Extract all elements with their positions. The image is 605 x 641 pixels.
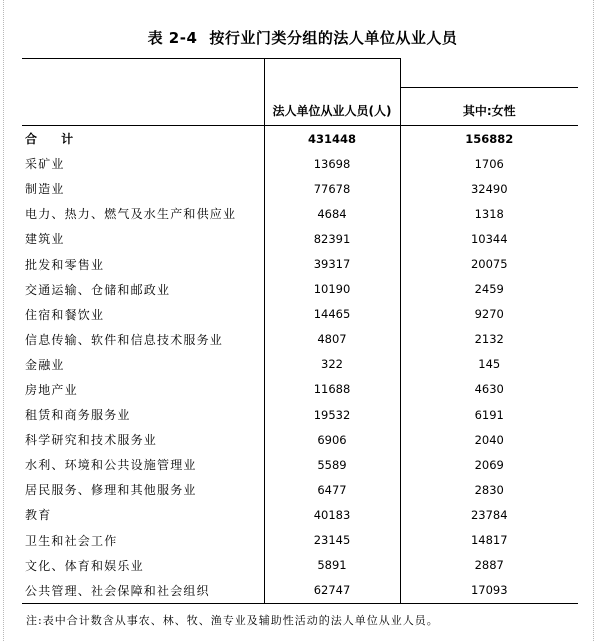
table-title-text: 按行业门类分组的法人单位从业人员	[209, 29, 458, 47]
row-employees: 5589	[264, 452, 400, 477]
table-row	[22, 377, 578, 402]
table-number: 表 2-4	[147, 29, 198, 47]
table-row	[22, 277, 578, 302]
row-employees: 11688	[264, 377, 400, 402]
row-female: 1706	[400, 151, 578, 176]
row-label: 科学研究和技术服务业	[25, 433, 158, 448]
row-label: 电力、热力、燃气及水生产和供应业	[25, 207, 237, 222]
row-female: 2132	[400, 327, 578, 352]
row-employees: 5891	[264, 553, 400, 578]
row-female: 23784	[400, 502, 578, 527]
row-employees: 13698	[264, 151, 400, 176]
row-female: 1318	[400, 201, 578, 226]
row-employees: 14465	[264, 302, 400, 327]
row-label: 教育	[25, 508, 52, 523]
row-label: 租赁和商务服务业	[25, 408, 131, 423]
row-label: 金融业	[25, 357, 65, 372]
page-margin-guide-left	[3, 0, 4, 641]
row-female: 9270	[400, 302, 578, 327]
row-female: 2887	[400, 553, 578, 578]
table-row	[22, 251, 578, 276]
row-female: 14817	[400, 528, 578, 553]
row-female: 10344	[400, 226, 578, 251]
table-row	[22, 302, 578, 327]
row-employees: 82391	[264, 226, 400, 251]
table-row	[22, 553, 578, 578]
row-label: 居民服务、修理和其他服务业	[25, 483, 197, 498]
row-employees: 4684	[264, 201, 400, 226]
row-female: 156882	[400, 126, 578, 152]
row-label: 文化、体育和娱乐业	[25, 558, 144, 573]
row-female: 2069	[400, 452, 578, 477]
row-female: 17093	[400, 578, 578, 604]
row-label: 采矿业	[25, 157, 65, 172]
row-employees: 39317	[264, 251, 400, 276]
page-margin-guide-right	[593, 0, 594, 641]
row-label: 信息传输、软件和信息技术服务业	[25, 332, 224, 347]
table-header-row	[22, 59, 578, 126]
row-employees: 322	[264, 352, 400, 377]
table-row	[22, 402, 578, 427]
row-female: 145	[400, 352, 578, 377]
row-label: 交通运输、仓储和邮政业	[25, 282, 171, 297]
header-female: 其中:女性	[400, 59, 578, 126]
table-row	[22, 151, 578, 176]
table-row	[22, 201, 578, 226]
table-row	[22, 528, 578, 553]
row-female: 20075	[400, 251, 578, 276]
row-label: 建筑业	[25, 232, 65, 247]
header-employees: 法人单位从业人员(人)	[264, 59, 400, 126]
row-label: 公共管理、社会保障和社会组织	[22, 578, 264, 604]
table-row	[22, 327, 578, 352]
row-employees: 10190	[264, 277, 400, 302]
row-female: 4630	[400, 377, 578, 402]
table-row	[22, 452, 578, 477]
row-employees: 431448	[264, 126, 400, 152]
table-row	[22, 226, 578, 251]
employment-table	[22, 58, 578, 604]
row-female: 6191	[400, 402, 578, 427]
table-row	[22, 578, 578, 604]
table-row	[22, 477, 578, 502]
table-row	[22, 427, 578, 452]
row-label: 批发和零售业	[25, 257, 105, 272]
table-row	[22, 502, 578, 527]
row-label: 制造业	[25, 182, 65, 197]
row-employees: 77678	[264, 176, 400, 201]
row-label: 水利、环境和公共设施管理业	[25, 458, 197, 473]
table-note: 注:表中合计数含从事农、林、牧、渔专业及辅助性活动的法人单位从业人员。	[26, 614, 439, 627]
row-employees: 4807	[264, 327, 400, 352]
table-title	[0, 27, 605, 48]
row-employees: 6906	[264, 427, 400, 452]
header-industry	[22, 59, 264, 126]
row-female: 2040	[400, 427, 578, 452]
row-employees: 23145	[264, 528, 400, 553]
table-row	[22, 352, 578, 377]
row-label: 房地产业	[25, 382, 78, 397]
row-employees: 40183	[264, 502, 400, 527]
row-female: 2459	[400, 277, 578, 302]
row-label: 卫生和社会工作	[25, 533, 118, 548]
row-employees: 62747	[264, 578, 400, 604]
row-label: 合 计	[25, 132, 84, 147]
table-row-total	[22, 126, 578, 152]
row-employees: 6477	[264, 477, 400, 502]
row-female: 2830	[400, 477, 578, 502]
row-label: 住宿和餐饮业	[25, 307, 105, 322]
row-female: 32490	[400, 176, 578, 201]
table-row	[22, 176, 578, 201]
row-employees: 19532	[264, 402, 400, 427]
